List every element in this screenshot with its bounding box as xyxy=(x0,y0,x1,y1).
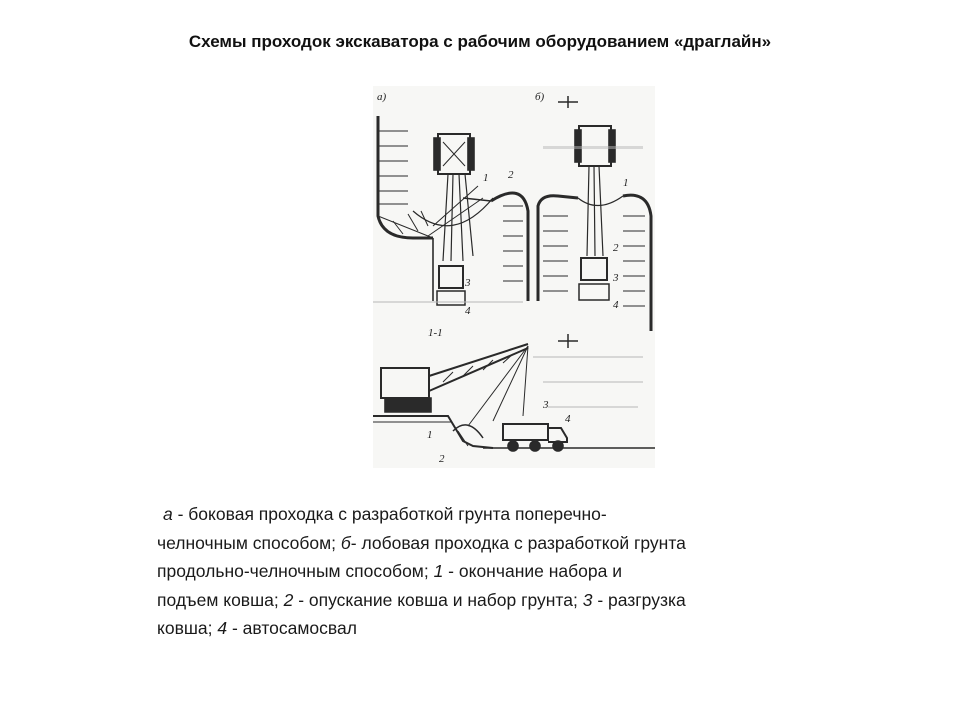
callout-1-b: 1 xyxy=(623,177,629,189)
caption-text: - опускание ковша и набор грунта; xyxy=(293,589,583,610)
panel-a-label: а) xyxy=(377,91,387,103)
caption-text: - разгрузка xyxy=(592,589,686,610)
callout-2-a: 2 xyxy=(508,169,514,181)
callout-3-a: 3 xyxy=(465,277,471,289)
section-1-1-drawing xyxy=(373,344,655,451)
panel-b-label: б) xyxy=(535,91,545,103)
callout-4-s: 4 xyxy=(565,413,571,425)
caption-line-4 xyxy=(157,586,817,615)
caption-text: подъем ковша; xyxy=(157,589,284,610)
caption-text: - окончание набора и xyxy=(443,561,622,581)
caption-line-2 xyxy=(157,529,817,558)
panel-a-drawing xyxy=(378,116,528,305)
caption-line-1 xyxy=(157,500,817,529)
key-2: 2 xyxy=(283,589,294,610)
caption-line-3 xyxy=(157,557,817,586)
key-1: 1 xyxy=(433,561,444,581)
caption-text: - автосамосвал xyxy=(227,618,357,638)
callout-1-s: 1 xyxy=(427,429,433,441)
slide-title: Схемы проходок экскаватора с рабочим оборудованием «драглайн» xyxy=(188,32,772,51)
caption-line-5 xyxy=(157,614,817,643)
figure-caption xyxy=(157,500,817,643)
key-b: б xyxy=(340,532,351,553)
caption-text: ковша; xyxy=(157,618,218,638)
callout-2-b: 2 xyxy=(613,242,619,254)
dragline-drawing xyxy=(373,86,655,468)
caption-text: продольно-челночным способом; xyxy=(157,561,434,581)
callout-4-b: 4 xyxy=(613,299,619,311)
panel-b-drawing xyxy=(538,96,651,348)
section-label: 1-1 xyxy=(428,327,443,339)
key-a: а xyxy=(163,504,173,524)
callout-2-s: 2 xyxy=(439,453,445,465)
callout-1-a: 1 xyxy=(483,172,489,184)
caption-text: - боковая проходка с разработкой грунта поперечно- xyxy=(172,504,607,524)
key-4: 4 xyxy=(217,618,228,638)
callout-3-s: 3 xyxy=(543,399,549,411)
caption-text: - лобовая проходка с разработкой грунта xyxy=(350,532,686,553)
key-3: 3 xyxy=(582,589,593,610)
caption-text: челночным способом; xyxy=(157,532,341,553)
dragline-scheme-figure xyxy=(373,86,655,468)
callout-3-b: 3 xyxy=(613,272,619,284)
callout-4-a: 4 xyxy=(465,305,471,317)
